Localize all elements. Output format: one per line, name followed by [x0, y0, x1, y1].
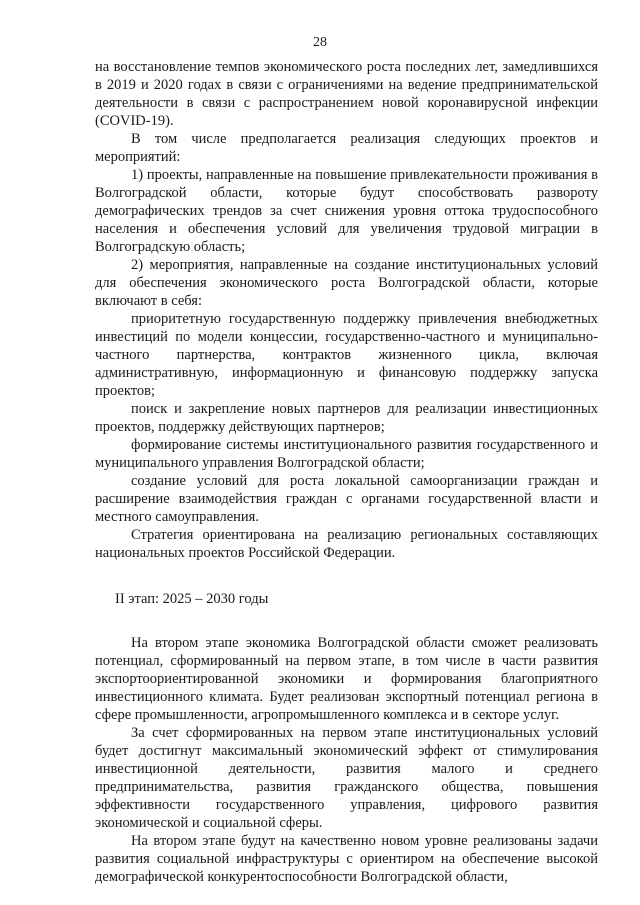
paragraph-institutional-system: формирование системы институционального развития государственного и муниципального управления Волгоградской области;: [95, 437, 598, 471]
paragraph-stage-2-social: На втором этапе будут на качественно новом уровне реализованы задачи развития социальной инфраструктуры с ориентиром на обеспечение высокой демографической конкурентоспособности Волгоградской области,: [95, 833, 598, 885]
paragraph-stage-2-effect: За счет сформированных на первом этапе институциональных условий будет достигнут максимальный экономический эффект от стимулирования инвестиционной деятельности, развития малого и среднего предпринимательства, развития гражданского общества, повышения эффективности государственного управления, цифрового развития экономической и социальной сферы.: [95, 725, 598, 831]
document-body: [95, 58, 598, 886]
paragraph-self-organization: создание условий для роста локальной самоорганизации граждан и расширение взаимодействия граждан с органами государственной власти и местного самоуправления.: [95, 473, 598, 525]
paragraph-partners: поиск и закрепление новых партнеров для реализации инвестиционных проектов, поддержку действующих партнеров;: [95, 401, 598, 435]
paragraph-covid-context: на восстановление темпов экономического роста последних лет, замедлившихся в 2019 и 2020 годах в связи с ограничениями на ведение предпринимательской деятельности в связи с распространением новой коронавирусной инфекции (COVID-19).: [95, 59, 598, 129]
page-number: 28: [313, 35, 327, 50]
paragraph-stage-2-export: На втором этапе экономика Волгоградской области сможет реализовать потенциал, сформированный на первом этапе, в том числе в части развития экспортоориентированной экономики и формирования благоприятного инвестиционного климата. Будет реализован экспортный потенциал региона в сфере промышленности, агропромышленного комплекса и в секторе услуг.: [95, 635, 598, 723]
paragraph-priority-support: приоритетную государственную поддержку привлечения внебюджетных инвестиций по модели концессии, государственно-частного и муниципально-частного партнерства, контрактов жизненного цикла, включая административную, информационную и финансовую поддержку запуска проектов;: [95, 311, 598, 399]
paragraph-item-2-measures: 2) мероприятия, направленные на создание институциональных условий для обеспечения экономического роста Волгоградской области, которые включают в себя:: [95, 257, 598, 309]
paragraph-national-projects: Стратегия ориентирована на реализацию региональных составляющих национальных проектов Российской Федерации.: [95, 527, 598, 561]
paragraph-item-1-projects: 1) проекты, направленные на повышение привлекательности проживания в Волгоградской области, которые будут способствовать развороту демографических трендов за счет снижения уровня оттока трудоспособного населения и обеспечения условий для увеличения трудовой миграции в Волгоградскую область;: [95, 167, 598, 255]
paragraph-projects-intro: В том числе предполагается реализация следующих проектов и мероприятий:: [95, 131, 598, 165]
section-heading-stage-2: II этап: 2025 – 2030 годы: [115, 591, 269, 607]
